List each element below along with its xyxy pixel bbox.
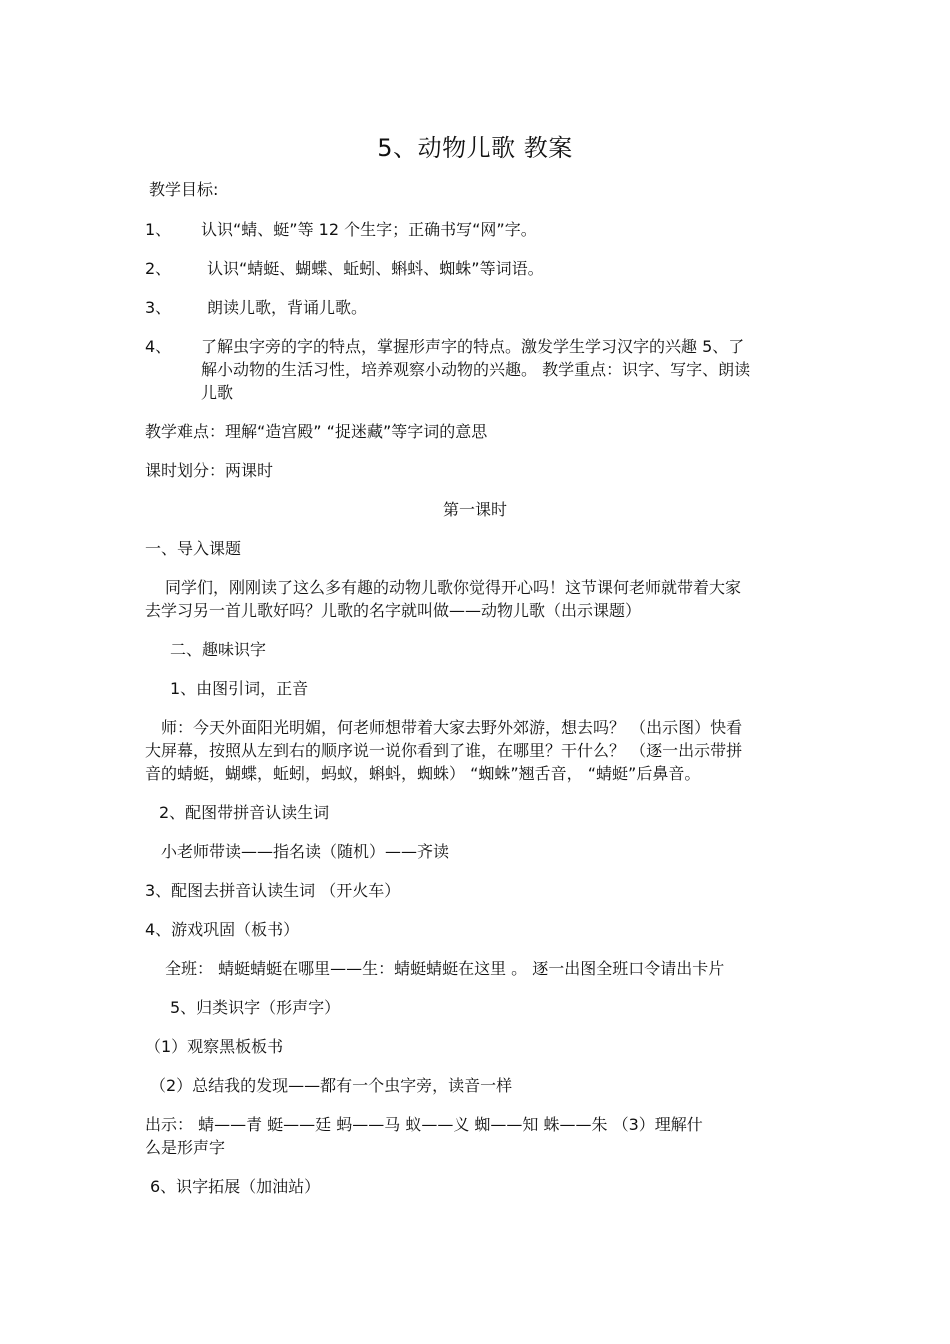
sub-item-1: （1）观察黑板板书 — [145, 1037, 284, 1056]
paragraph-3: 小老师带读——指名读（随机）——齐读 — [161, 842, 450, 861]
goal-1-number: 1、 — [145, 220, 172, 239]
step-2-heading: 2、配图带拼音认读生词 — [159, 803, 330, 822]
goals-label: 教学目标: — [149, 180, 219, 199]
goal-4-text-line1: 了解虫字旁的字的特点，掌握形声字的特点。激发学生学习汉字的兴趣 5、了 — [201, 337, 745, 356]
step-5-heading: 5、归类识字（形声字） — [170, 998, 341, 1017]
step-3-heading: 3、配图去拼音认读生词 （开火车） — [145, 881, 401, 900]
lesson-schedule: 课时划分：两课时 — [145, 461, 274, 480]
goal-4-number: 4、 — [145, 337, 172, 356]
lesson-1-heading: 第一课时 — [442, 500, 507, 519]
paragraph-1-line2: 去学习另一首儿歌好吗？儿歌的名字就叫做——动物儿歌（出示课题） — [145, 601, 642, 620]
goal-2-number: 2、 — [145, 259, 172, 278]
paragraph-4: 全班： 蜻蜓蜻蜓在哪里——生：蜻蜓蜻蜓在这里 。 逐一出图全班口令请出卡片 — [165, 959, 725, 978]
step-6-heading: 6、识字拓展（加油站） — [150, 1177, 321, 1196]
sub-item-2: （2）总结我的发现——都有一个虫字旁，读音一样 — [150, 1076, 513, 1095]
goal-4-text-line3: 儿歌 — [201, 383, 234, 402]
goal-3-number: 3、 — [145, 298, 172, 317]
section-2-heading: 二、趣味识字 — [170, 640, 267, 659]
paragraph-2-line3: 音的蜻蜓，蝴蝶，蚯蚓，蚂蚁，蝌蚪，蜘蛛） “蜘蛛”翘舌音， “蜻蜓”后鼻音。 — [145, 764, 701, 783]
goal-3-text: 朗读儿歌，背诵儿歌。 — [207, 298, 368, 317]
section-1-heading: 一、导入课题 — [145, 539, 242, 558]
paragraph-2-line1: 师：今天外面阳光明媚，何老师想带着大家去野外郊游，想去吗？ （出示图）快看 — [161, 718, 743, 737]
goal-1-text: 认识“蜻、蜓”等 12 个生字；正确书写“网”字。 — [201, 220, 537, 239]
page-title: 5、动物儿歌 教案 — [377, 134, 573, 162]
step-4-heading: 4、游戏巩固（板书） — [145, 920, 300, 939]
teaching-difficulty: 教学难点：理解“造宫殿” “捉迷藏”等字词的意思 — [145, 422, 488, 441]
paragraph-1-line1: 同学们，刚刚读了这么多有趣的动物儿歌你觉得开心吗！这节课何老师就带着大家 — [165, 578, 742, 597]
paragraph-2-line2: 大屏幕，按照从左到右的顺序说一说你看到了谁，在哪里？干什么？ （逐一出示带拼 — [145, 741, 743, 760]
paragraph-5-line1: 出示： 蜻——青 蜓——廷 蚂——马 蚁——义 蜘——知 蛛——朱 （3）理解什 — [145, 1115, 703, 1134]
paragraph-5-line2: 么是形声字 — [145, 1138, 226, 1157]
goal-4-text-line2: 解小动物的生活习性，培养观察小动物的兴趣。 教学重点：识字、写字、朗读 — [201, 360, 751, 379]
step-1-heading: 1、由图引词，正音 — [170, 679, 309, 698]
goal-2-text: 认识“蜻蜓、蝴蝶、蚯蚓、蝌蚪、蜘蛛”等词语。 — [207, 259, 544, 278]
